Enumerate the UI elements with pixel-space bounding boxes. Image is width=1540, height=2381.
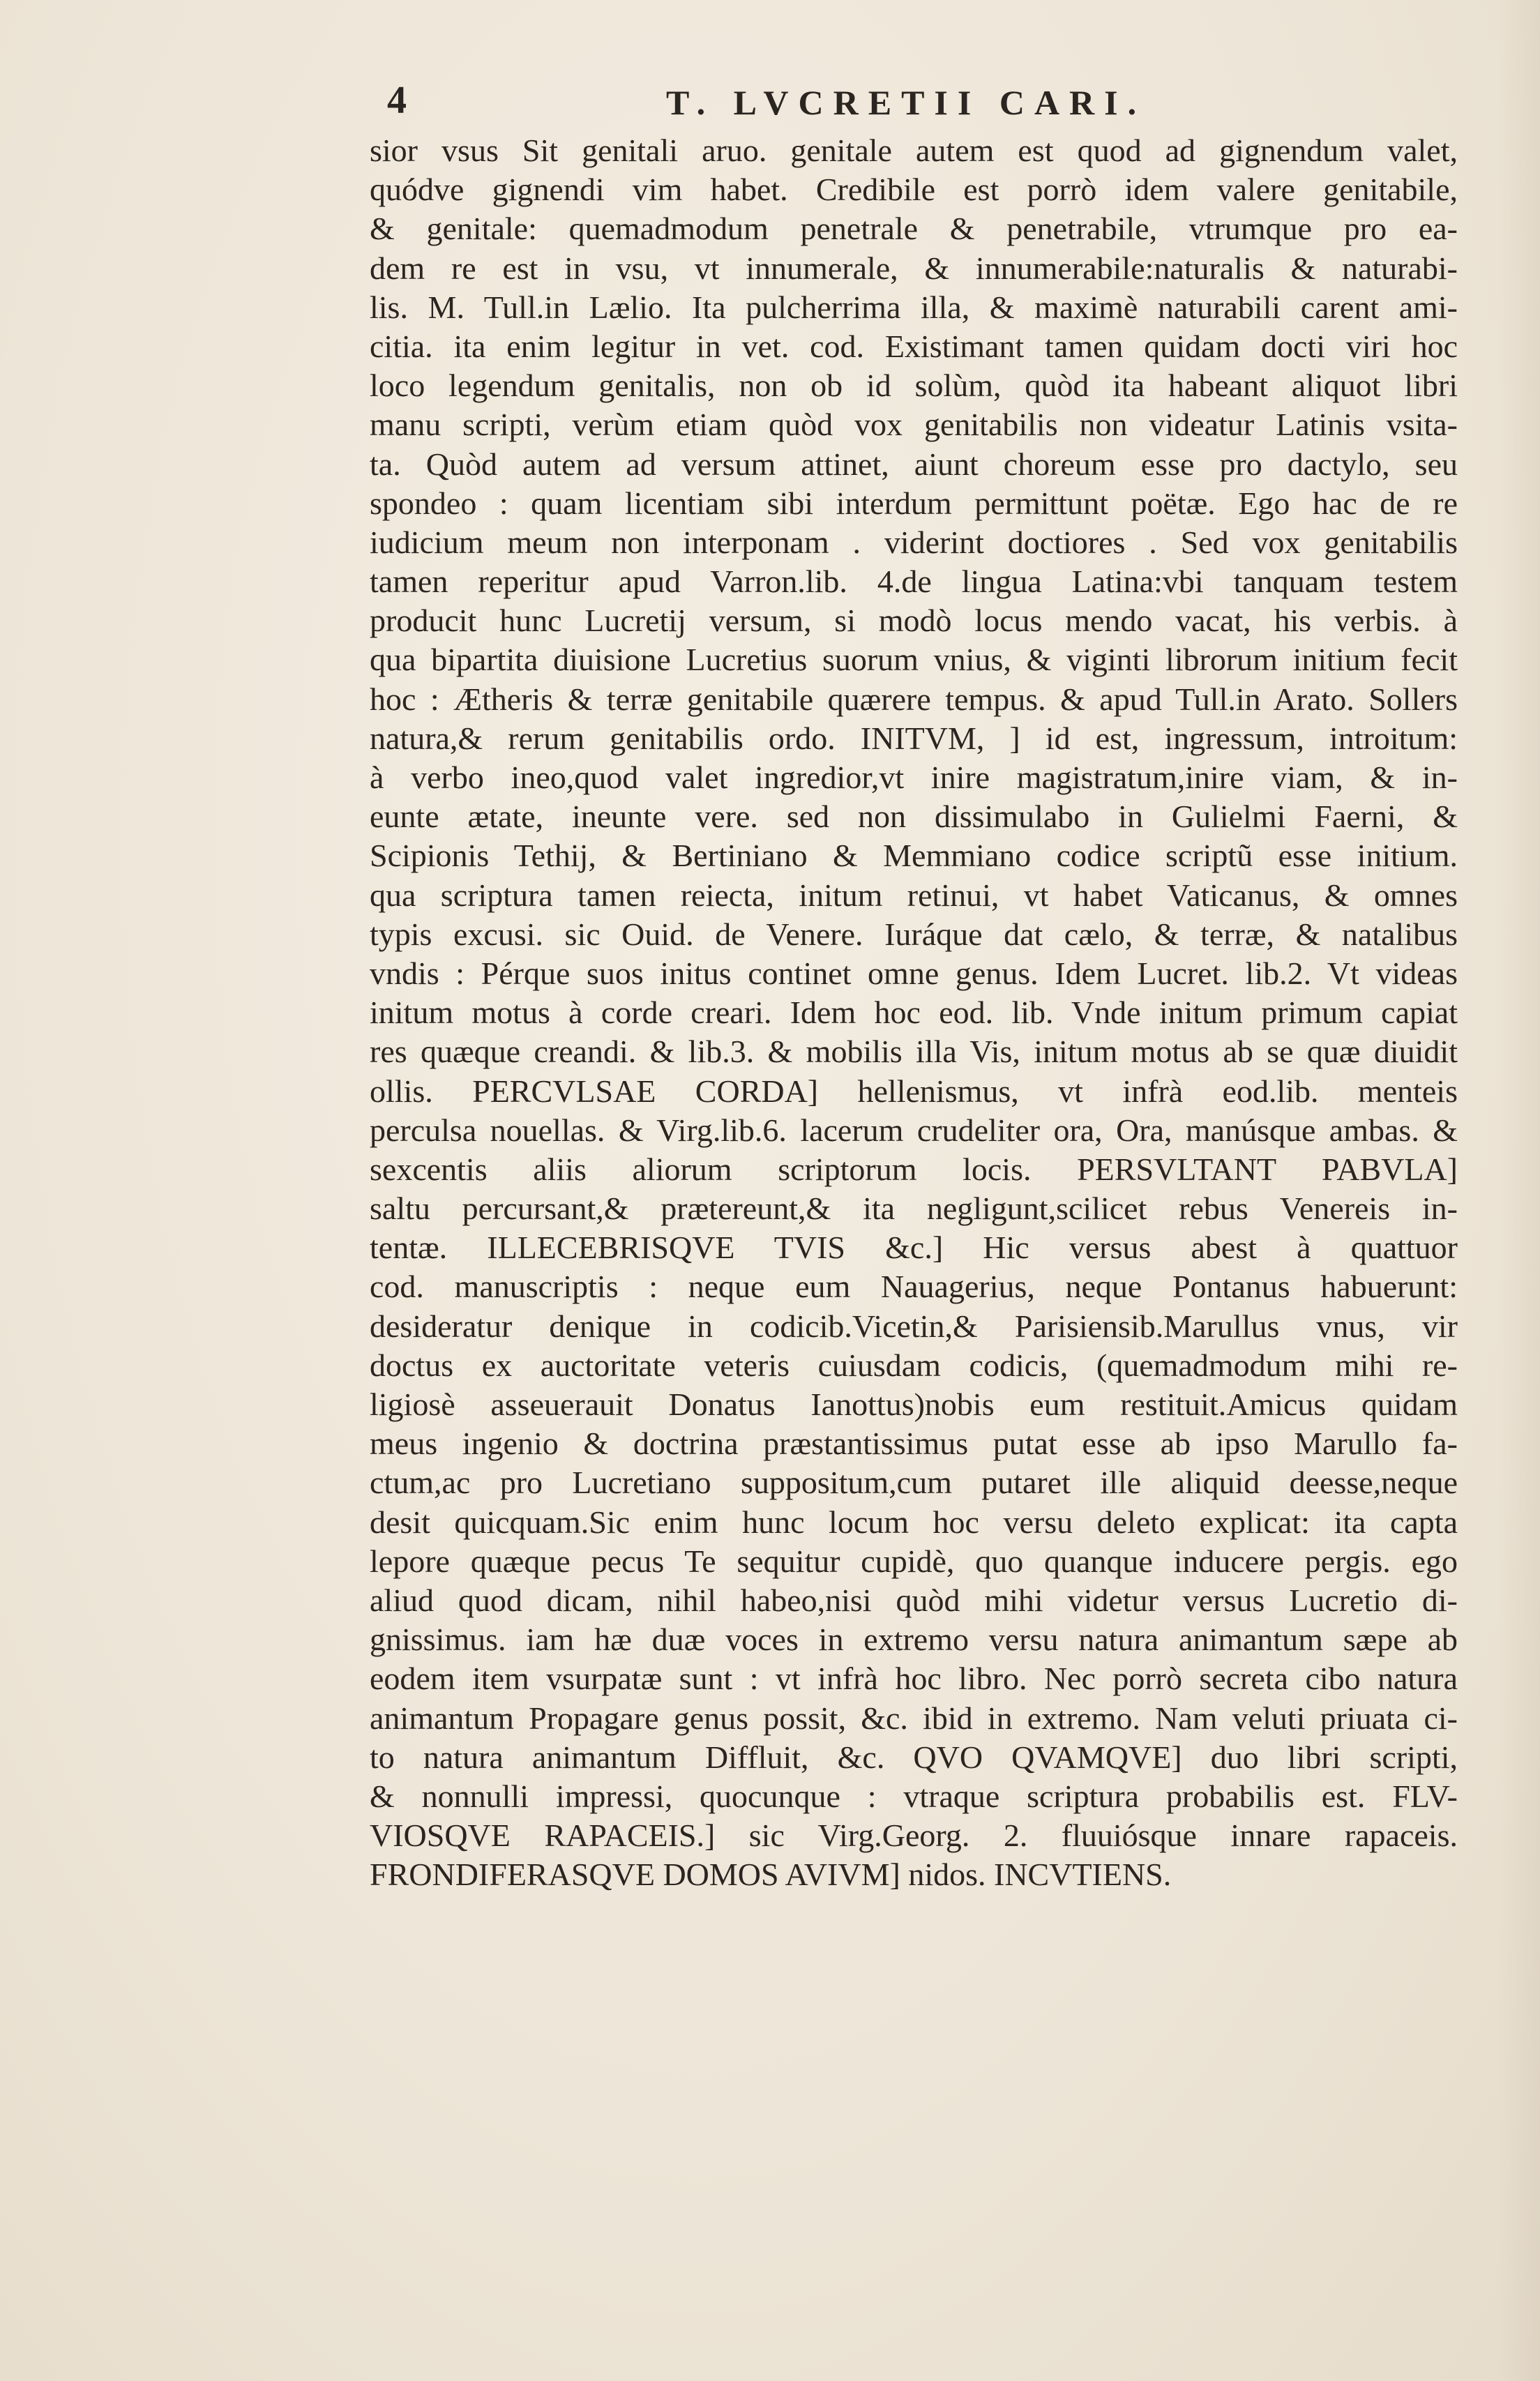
text-line: qua scriptura tamen reiecta, initum retinui, vt habet Vaticanus, & omnes [370,877,1458,913]
text-line: qua bipartita diuisione Lucretius suorum vnius, & viginti librorum initium fecit [370,642,1458,678]
text-line: eodem item vsurpatæ sunt : vt infrà hoc libro. Nec porrò secreta cibo natura [370,1661,1458,1697]
text-line: desit quicquam.Sic enim hunc locum hoc versu deleto explicat: ita capta [370,1504,1458,1540]
text-line: & genitale: quemadmodum penetrale & penetrabile, vtrumque pro ea- [370,211,1458,247]
running-title: T. LVCRETII CARI. [666,83,1147,122]
text-line: natura,& rerum genitabilis ordo. INITVM, ] id est, ingressum, introitum: [370,720,1458,756]
text-line: res quæque creandi. & lib.3. & mobilis illa Vis, initum motus ab se quæ diuidit [370,1034,1458,1070]
text-line: quódve gignendi vim habet. Credibile est porrò idem valere genitabile, [370,172,1458,208]
text-line: producit hunc Lucretij versum, si modò locus mendo vacat, his verbis. à [370,603,1458,639]
text-line: perculsa nouellas. & Virg.lib.6. lacerum crudeliter ora, Ora, manúsque ambas. & [370,1112,1458,1148]
text-line: to natura animantum Diffluit, &c. QVO QVAMQVE] duo libri scripti, [370,1739,1458,1775]
text-line: ta. Quòd autem ad versum attinet, aiunt choreum esse pro dactylo, seu [370,446,1458,482]
page-edge-shadow [1498,0,1540,2381]
text-line: à verbo ineo,quod valet ingredior,vt inire magistratum,inire viam, & in- [370,759,1458,795]
text-line: hoc : Ætheris & terræ genitabile quærere tempus. & apud Tull.in Arato. Sollers [370,681,1458,717]
text-line: tamen reperitur apud Varron.lib. 4.de lingua Latina:vbi tanquam testem [370,564,1458,600]
page-number: 4 [387,79,407,122]
text-line: sexcentis aliis aliorum scriptorum locis. PERSVLTANT PABVLA] [370,1151,1458,1187]
text-line: iudicium meum non interponam . viderint doctiores . Sed vox genitabilis [370,524,1458,560]
text-line: loco legendum genitalis, non ob id solùm, quòd ita habeant aliquot libri [370,368,1458,404]
text-line: citia. ita enim legitur in vet. cod. Existimant tamen quidam docti viri hoc [370,328,1458,364]
text-line: typis excusi. sic Ouid. de Venere. Iuráque dat cælo, & terræ, & natalibus [370,916,1458,952]
text-line: initum motus à corde creari. Idem hoc eod. lib. Vnde initum primum capiat [370,995,1458,1031]
text-line: sior vsus Sit genitali aruo. genitale autem est quod ad gignendum valet, [370,133,1458,168]
text-line: & nonnulli impressi, quocunque : vtraque scriptura probabilis est. FLV- [370,1778,1458,1814]
page-header [387,77,1426,126]
text-line: doctus ex auctoritate veteris cuiusdam codicis, (quemadmodum mihi re- [370,1347,1458,1383]
text-line: VIOSQVE RAPACEIS.] sic Virg.Georg. 2. fluuiósque innare rapaceis. [370,1817,1458,1854]
text-line: gnissimus. iam hæ duæ voces in extremo versu natura animantum sæpe ab [370,1622,1458,1658]
text-line: ollis. PERCVLSAE CORDA] hellenismus, vt infrà eod.lib. menteis [370,1073,1458,1109]
text-line: ligiosè asseuerauit Donatus Ianottus)nobis eum restituit.Amicus quidam [370,1386,1458,1422]
text-line: desideratur denique in codicib.Vicetin,& Parisiensib.Marullus vnus, vir [370,1308,1458,1344]
text-line: saltu percursant,& prætereunt,& ita negligunt,scilicet rebus Venereis in- [370,1190,1458,1227]
text-line: eunte ætate, ineunte vere. sed non dissimulabo in Gulielmi Faerni, & [370,799,1458,835]
text-line: ctum,ac pro Lucretiano suppositum,cum putaret ille aliquid deesse,neque [370,1465,1458,1501]
text-line: FRONDIFERASQVE DOMOS AVIVM] nidos. INCVTIENS. [370,1857,1172,1893]
text-line: spondeo : quam licentiam sibi interdum permittunt poëtæ. Ego hac de re [370,485,1458,521]
text-line: Scipionis Tethij, & Bertiniano & Memmiano codice scriptũ esse initium. [370,838,1458,874]
text-line: manu scripti, verùm etiam quòd vox genitabilis non videatur Latinis vsita- [370,407,1458,443]
text-line: aliud quod dicam, nihil habeo,nisi quòd mihi videtur versus Lucretio di- [370,1582,1458,1618]
text-line: dem re est in vsu, vt innumerale, & innumerabile:naturalis & naturabi- [370,250,1458,286]
commentary-text-block [370,131,1458,1894]
text-line: cod. manuscriptis : neque eum Nauagerius, neque Pontanus habuerunt: [370,1269,1458,1305]
text-line: meus ingenio & doctrina præstantissimus putat esse ab ipso Marullo fa- [370,1426,1458,1462]
text-line: animantum Propagare genus possit, &c. ibid in extremo. Nam veluti priuata ci- [370,1700,1458,1736]
text-line: tentæ. ILLECEBRISQVE TVIS &c.] Hic versus abest à quattuor [370,1230,1458,1266]
text-line: lis. M. Tull.in Lælio. Ita pulcherrima illa, & maximè naturabili carent ami- [370,289,1458,325]
text-line: vndis : Pérque suos initus continet omne genus. Idem Lucret. lib.2. Vt videas [370,955,1458,991]
text-line: lepore quæque pecus Te sequitur cupidè, quo quanque inducere pergis. ego [370,1543,1458,1579]
